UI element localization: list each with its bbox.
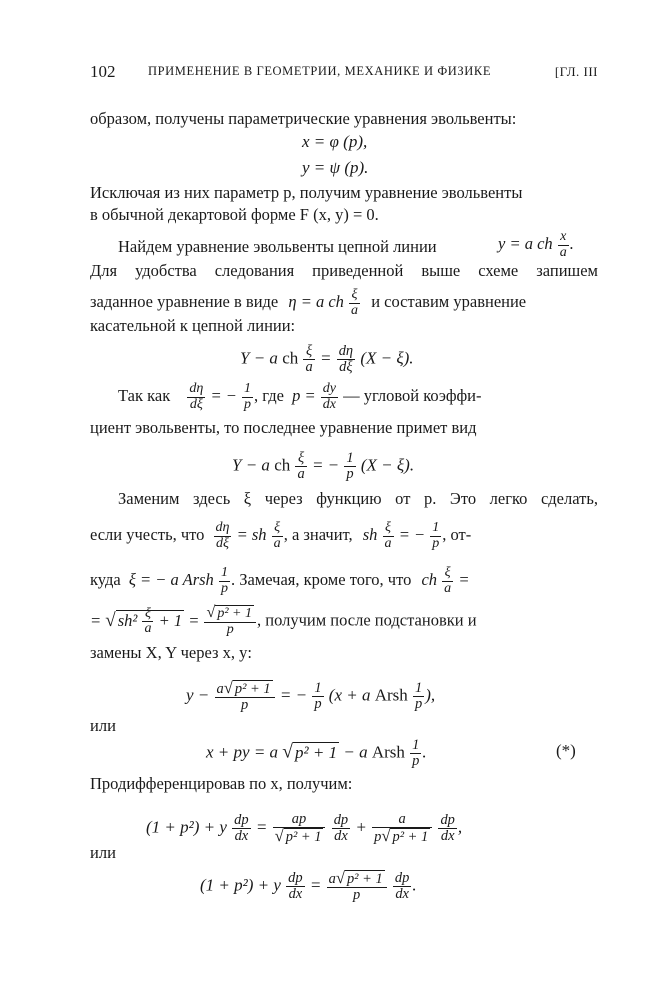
paragraph-line bbox=[118, 382, 626, 412]
paragraph-line: замены X, Y через x, y: bbox=[90, 643, 253, 662]
paragraph-text: заданное уравнение в виде bbox=[90, 292, 279, 311]
paragraph-text: если учесть, что bbox=[90, 525, 205, 544]
paragraph-line bbox=[90, 288, 598, 318]
formula-catenary: y = a ch $\frac{x}{a}$ . bbox=[498, 229, 574, 260]
paragraph-text: куда bbox=[90, 570, 121, 589]
paragraph-line: циент эвольвенты, то последнее уравнение примет вид bbox=[90, 418, 477, 437]
equation-tag: (*) bbox=[556, 741, 576, 760]
paragraph-text: , где bbox=[254, 386, 284, 405]
formula-eta: η = a ch $\frac{\xi}{a}$ bbox=[288, 287, 359, 318]
formula-p: p = $\frac{dy}{dx}$ bbox=[292, 381, 336, 412]
paragraph-line: Исключая из них параметр p, получим уравнение эвольвенты bbox=[90, 183, 523, 202]
equation-simplified: (1 + p²) + y $\frac{dp}{dx}$ = $\frac{\text{a√ p² + 1}}{p}$ $\frac{dp}{dx}$ . bbox=[200, 868, 417, 904]
paragraph-line: касательной к цепной линии: bbox=[90, 316, 296, 335]
paragraph-text: и составим уравнение bbox=[371, 292, 527, 311]
chapter-marker: [ГЛ. III bbox=[554, 64, 598, 79]
paragraph-line bbox=[90, 521, 598, 551]
formula-sh: $\frac{d\eta}{d\xi}$ = sh $\frac{\xi}{a}$ bbox=[215, 520, 281, 551]
page-number: 102 bbox=[90, 62, 116, 81]
formula-ch: ch $\frac{\xi}{a}$ = bbox=[421, 565, 470, 596]
paragraph-text: . Замечая, кроме того, что bbox=[230, 570, 412, 589]
paragraph-line bbox=[90, 566, 598, 596]
equation-substituted: y − $\frac{\text{a√ p² + 1}}{p}$ = − $\frac{1}{p}$ (x + a Arsh $\frac{1}{p}$ ), bbox=[186, 678, 436, 714]
paragraph-text: Найдем уравнение эвольвенты цепной линии bbox=[118, 237, 437, 256]
paragraph-line bbox=[90, 606, 598, 637]
equation-x: x = φ (p), bbox=[302, 132, 368, 151]
paragraph-line: в обычной декартовой форме F (x, y) = 0. bbox=[90, 205, 379, 224]
paragraph-line: Продифференцировав по x, получим: bbox=[90, 774, 353, 793]
paragraph-line: образом, получены параметрические уравнения эвольвенты: bbox=[90, 109, 517, 128]
paragraph-line: Заменим здесь ξ через функцию от p. Это легко сделать, bbox=[118, 489, 598, 508]
formula-sh-val: sh $\frac{\xi}{a}$ = − $\frac{1}{p}$ bbox=[362, 520, 440, 551]
paragraph-text: , от- bbox=[442, 525, 472, 544]
paragraph-text: Так как bbox=[118, 386, 171, 405]
running-title: ПРИМЕНЕНИЕ В ГЕОМЕТРИИ, МЕХАНИКЕ И ФИЗИКЕ bbox=[148, 64, 492, 78]
paragraph-text: , получим после подстановки и bbox=[257, 610, 477, 630]
formula-ch-value: = √ sh² $\frac{\xi}{a}$ + 1 = $\frac{\text{√ p² + 1}}{p}$ bbox=[90, 611, 257, 630]
paragraph-line: Для удобства следования приведенной выше схеме запишем bbox=[90, 261, 598, 280]
equation-tangent-2: Y − a ch $\frac{\xi}{a}$ = − $\frac{1}{p}$ (X − ξ). bbox=[232, 450, 415, 483]
equation-star: x + py = a √ p² + 1 − a Arsh $\frac{1}{p}$ . bbox=[206, 737, 427, 770]
paragraph-text: , а значит, bbox=[283, 525, 353, 544]
equation-tangent: Y − a ch $\frac{\xi}{a}$ = $\frac{d\eta}{d\xi}$ (X − ξ). bbox=[240, 343, 414, 376]
connector-word: или bbox=[90, 716, 116, 735]
equation-y: y = ψ (p). bbox=[302, 158, 369, 177]
fraction: $\frac{x}{a}$ bbox=[559, 229, 567, 260]
connector-word: или bbox=[90, 843, 116, 862]
formula-slope: $\frac{d\eta}{d\xi}$ = − $\frac{1}{p}$ bbox=[189, 381, 252, 412]
paragraph-line bbox=[118, 229, 598, 260]
running-header bbox=[90, 62, 598, 86]
paragraph-text: — угловой коэффи- bbox=[343, 386, 482, 405]
formula-xi: ξ = − a Arsh $\frac{1}{p}$ bbox=[128, 565, 228, 596]
equation-differentiated: (1 + p²) + y $\frac{dp}{dx}$ = $\frac{ap}{\text{√ p² + 1}}$ $\frac{dp}{dx}$ + $\frac{a}{\text{p√ p² + 1}}$ $\frac{dp}{dx}$ , bbox=[146, 811, 463, 846]
